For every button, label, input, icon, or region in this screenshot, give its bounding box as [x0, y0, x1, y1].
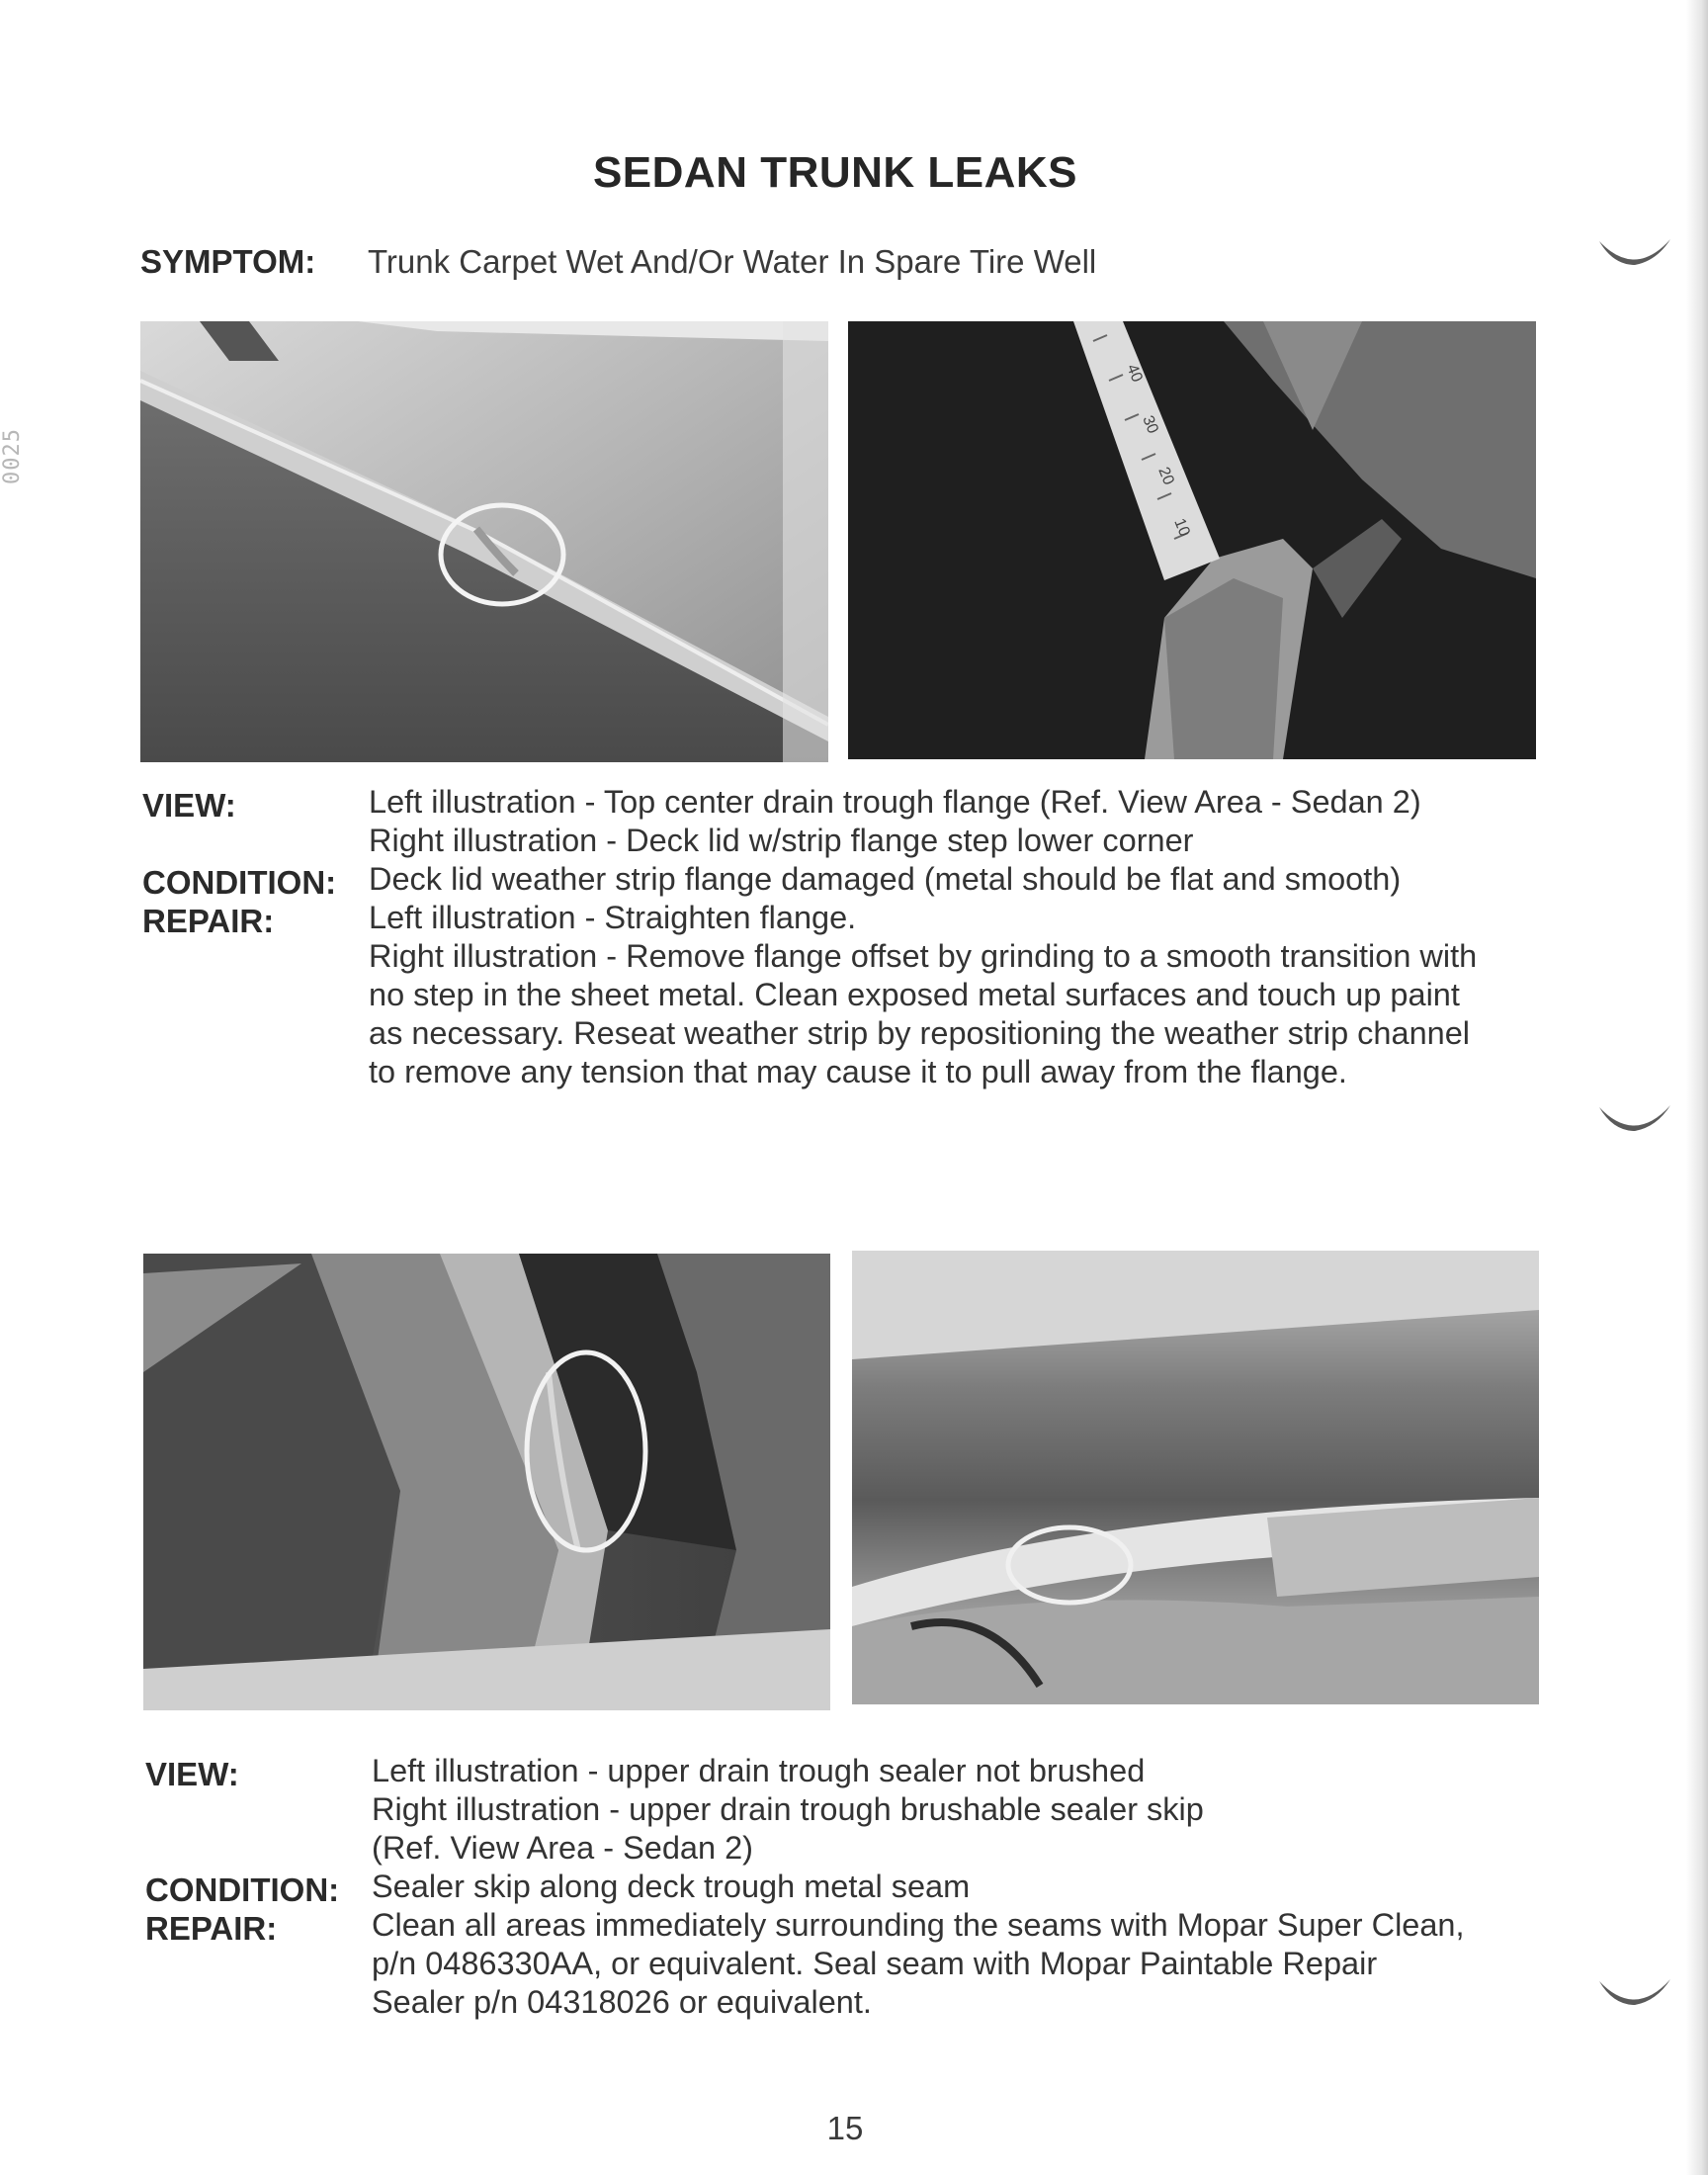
s2-view-line-1: Left illustration - upper drain trough sealer not brushed: [372, 1753, 1146, 1788]
photo-drain-trough-sealer-not-brushed: [143, 1254, 830, 1710]
photo-drain-trough-sealer-skip: [852, 1251, 1539, 1704]
binder-hole-middle: [1597, 1097, 1672, 1143]
page-title: SEDAN TRUNK LEAKS: [592, 148, 1078, 197]
s2-condition-line-1: Sealer skip along deck trough metal seam: [372, 1869, 971, 1904]
s2-condition-label: CONDITION:: [145, 1871, 340, 1908]
s1-view-line-1: Left illustration - Top center drain trough flange (Ref. View Area - Sedan 2): [369, 784, 1421, 820]
binder-hole-bottom: [1597, 1971, 1672, 2017]
s1-repair-line-1: Left illustration - Straighten flange.: [369, 900, 857, 935]
s1-repair-line-5: to remove any tension that may cause it to pull away from the flange.: [369, 1054, 1347, 1089]
ruler-mark-40: 40: [1123, 362, 1146, 385]
s1-repair-line-4: as necessary. Reseat weather strip by repositioning the weather strip channel: [369, 1015, 1471, 1051]
ruler-mark-10: 10: [1170, 516, 1193, 539]
s2-view-label: VIEW:: [145, 1756, 239, 1792]
s2-repair-label: REPAIR:: [145, 1910, 278, 1947]
ruler-mark-30: 30: [1139, 413, 1161, 436]
page-edge-shadow: [1686, 0, 1708, 2175]
s2-repair-line-3: Sealer p/n 04318026 or equivalent.: [372, 1984, 872, 2020]
s2-view-line-2: Right illustration - upper drain trough brushable sealer skip: [372, 1791, 1204, 1827]
page-number: 15: [826, 2110, 864, 2146]
s1-condition-label: CONDITION:: [142, 864, 337, 901]
ruler-mark-20: 20: [1154, 465, 1177, 487]
photo-deck-lid-flange-ruler: [848, 321, 1536, 759]
s1-view-line-2: Right illustration - Deck lid w/strip flange step lower corner: [369, 823, 1194, 858]
symptom-label: SYMPTOM:: [140, 243, 316, 280]
s1-repair-line-3: no step in the sheet metal. Clean exposed metal surfaces and touch up paint: [369, 977, 1460, 1012]
symptom-text: Trunk Carpet Wet And/Or Water In Spare Tire Well: [368, 243, 1097, 280]
s1-repair-line-2: Right illustration - Remove flange offset by grinding to a smooth transition with: [369, 938, 1478, 974]
s2-repair-line-1: Clean all areas immediately surrounding the seams with Mopar Super Clean,: [372, 1907, 1465, 1943]
s2-repair-line-2: p/n 0486330AA, or equivalent. Seal seam with Mopar Paintable Repair: [372, 1946, 1378, 1981]
s1-condition-line-1: Deck lid weather strip flange damaged (metal should be flat and smooth): [369, 861, 1402, 897]
binder-hole-top: [1597, 231, 1672, 277]
s1-view-label: VIEW:: [142, 787, 236, 824]
s1-repair-label: REPAIR:: [142, 903, 275, 939]
photo-drain-trough-flange: [140, 321, 828, 762]
side-stamp: 0025: [0, 428, 25, 484]
s2-view-line-3: (Ref. View Area - Sedan 2): [372, 1830, 753, 1866]
